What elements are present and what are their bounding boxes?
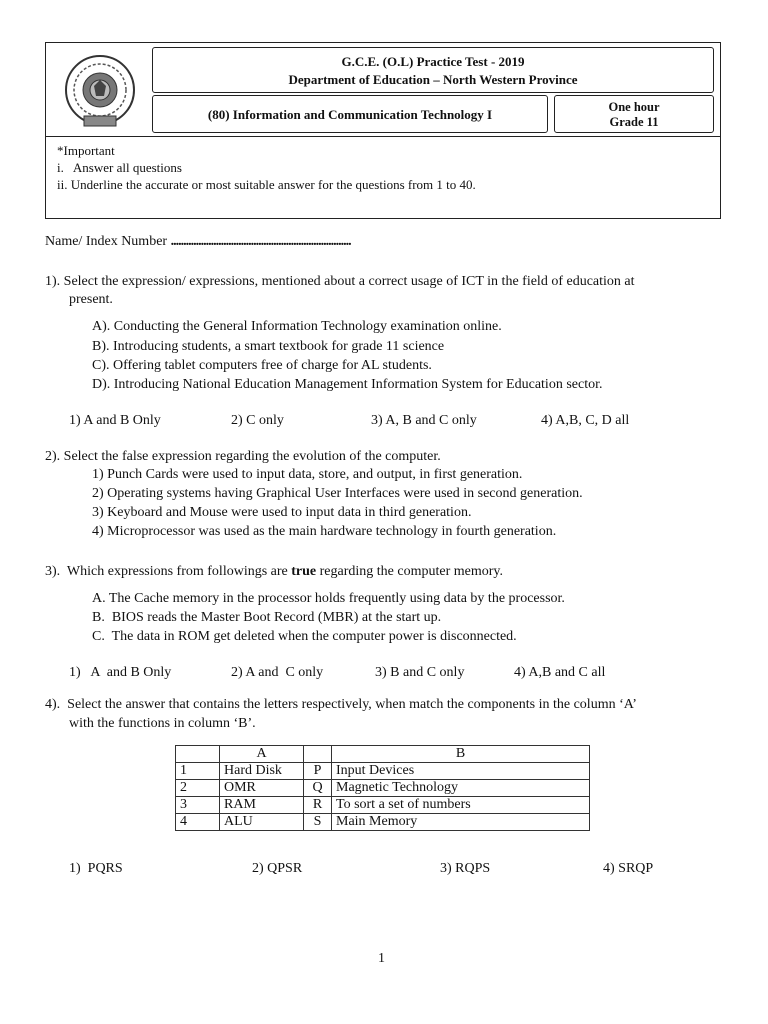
name-index-field[interactable]: [45, 234, 351, 250]
table-cell: ALU: [220, 814, 304, 831]
column-a-header: A: [220, 746, 304, 763]
table-row: [176, 797, 590, 814]
question-1-option[interactable]: 3) A, B and C only: [371, 413, 477, 428]
table-cell: Input Devices: [332, 763, 590, 780]
question-4-option[interactable]: 2) QPSR: [252, 861, 303, 876]
instruction-item: i. Answer all questions: [57, 160, 182, 175]
exam-title-box: [152, 47, 714, 93]
question-3-option[interactable]: 2) A and C only: [231, 665, 324, 680]
question-4-option[interactable]: 1) PQRS: [69, 861, 123, 876]
question-3-statement: B. BIOS reads the Master Boot Record (MBR) at the start up.: [92, 610, 442, 625]
exam-title: G.C.E. (O.L) Practice Test - 2019: [341, 54, 525, 69]
table-cell: Main Memory: [332, 814, 590, 831]
table-cell: [176, 746, 220, 763]
table-cell: 3: [176, 797, 220, 814]
table-cell: 2: [176, 780, 220, 797]
instructions-heading: *Important: [57, 143, 115, 158]
question-3-statement: A. The Cache memory in the processor holds frequently using data by the processor.: [92, 591, 565, 606]
page-number: 1: [378, 951, 385, 966]
matching-table: [175, 745, 590, 831]
column-b-header: B: [332, 746, 590, 763]
header-divider: [45, 136, 721, 137]
question-1-statement: B). Introducing students, a smart textbook for grade 11 science: [92, 339, 445, 354]
question-2-option[interactable]: 4) Microprocessor was used as the main hardware technology in fourth generation.: [92, 524, 557, 539]
question-2-option[interactable]: 3) Keyboard and Mouse were used to input data in third generation.: [92, 505, 472, 520]
question-1-option[interactable]: 1) A and B Only: [69, 413, 161, 428]
question-1-statement: A). Conducting the General Information Technology examination online.: [92, 319, 502, 334]
question-1-statement: C). Offering tablet computers free of charge for AL students.: [92, 358, 432, 373]
table-cell: S: [304, 814, 332, 831]
name-index-label: Name/ Index Number: [45, 234, 168, 249]
question-3-stem-bold: true: [291, 564, 317, 579]
table-cell: To sort a set of numbers: [332, 797, 590, 814]
question-1-statement: D). Introducing National Education Management Information System for Education sector.: [92, 377, 603, 392]
question-1-stem-cont: present.: [69, 292, 113, 307]
question-3-option[interactable]: 1) A and B Only: [69, 665, 172, 680]
table-row: [176, 814, 590, 831]
table-cell: 4: [176, 814, 220, 831]
question-3-stem: [45, 564, 503, 580]
question-1-option[interactable]: 2) C only: [231, 413, 284, 428]
question-3-stem-end: regarding the computer memory.: [316, 564, 504, 579]
question-3-statement: C. The data in ROM get deleted when the computer power is disconnected.: [92, 629, 517, 644]
table-cell: Q: [304, 780, 332, 797]
grade: Grade 11: [609, 115, 659, 129]
subject-box: [152, 95, 548, 133]
duration: One hour: [608, 100, 660, 114]
table-cell: Magnetic Technology: [332, 780, 590, 797]
question-4-option[interactable]: 3) RQPS: [440, 861, 491, 876]
question-3-option[interactable]: 3) B and C only: [375, 665, 465, 680]
question-2-option[interactable]: 1) Punch Cards were used to input data, store, and output, in first generation.: [92, 467, 523, 482]
name-index-dots: ........................................................................: [170, 234, 351, 249]
duration-grade-box: [554, 95, 714, 133]
table-cell: RAM: [220, 797, 304, 814]
question-1-stem: 1). Select the expression/ expressions, mentioned about a correct usage of ICT in the field of education at: [45, 274, 635, 289]
table-cell: OMR: [220, 780, 304, 797]
table-cell: [304, 746, 332, 763]
question-4-option[interactable]: 4) SRQP: [603, 861, 654, 876]
department-name: Department of Education – North Western Province: [288, 72, 578, 87]
table-cell: R: [304, 797, 332, 814]
question-1-option[interactable]: 4) A,B, C, D all: [541, 413, 630, 428]
question-4-stem: 4). Select the answer that contains the letters respectively, when match the components in the column ‘A’: [45, 697, 637, 712]
question-3-stem-start: 3). Which expressions from followings are: [45, 564, 292, 579]
question-2-option[interactable]: 2) Operating systems having Graphical User Interfaces were used in second generation.: [92, 486, 583, 501]
table-header-row: [176, 746, 590, 763]
question-4-stem-cont: with the functions in column ‘B’.: [69, 716, 256, 731]
table-cell: P: [304, 763, 332, 780]
instruction-item: ii. Underline the accurate or most suitable answer for the questions from 1 to 40.: [57, 177, 476, 192]
table-row: [176, 780, 590, 797]
table-cell: 1: [176, 763, 220, 780]
question-3-option[interactable]: 4) A,B and C all: [514, 665, 606, 680]
question-2-stem: 2). Select the false expression regarding the evolution of the computer.: [45, 449, 441, 464]
sri-lanka-emblem-icon: [58, 52, 142, 132]
table-row: [176, 763, 590, 780]
table-cell: Hard Disk: [220, 763, 304, 780]
subject-title: (80) Information and Communication Technology I: [207, 107, 493, 122]
